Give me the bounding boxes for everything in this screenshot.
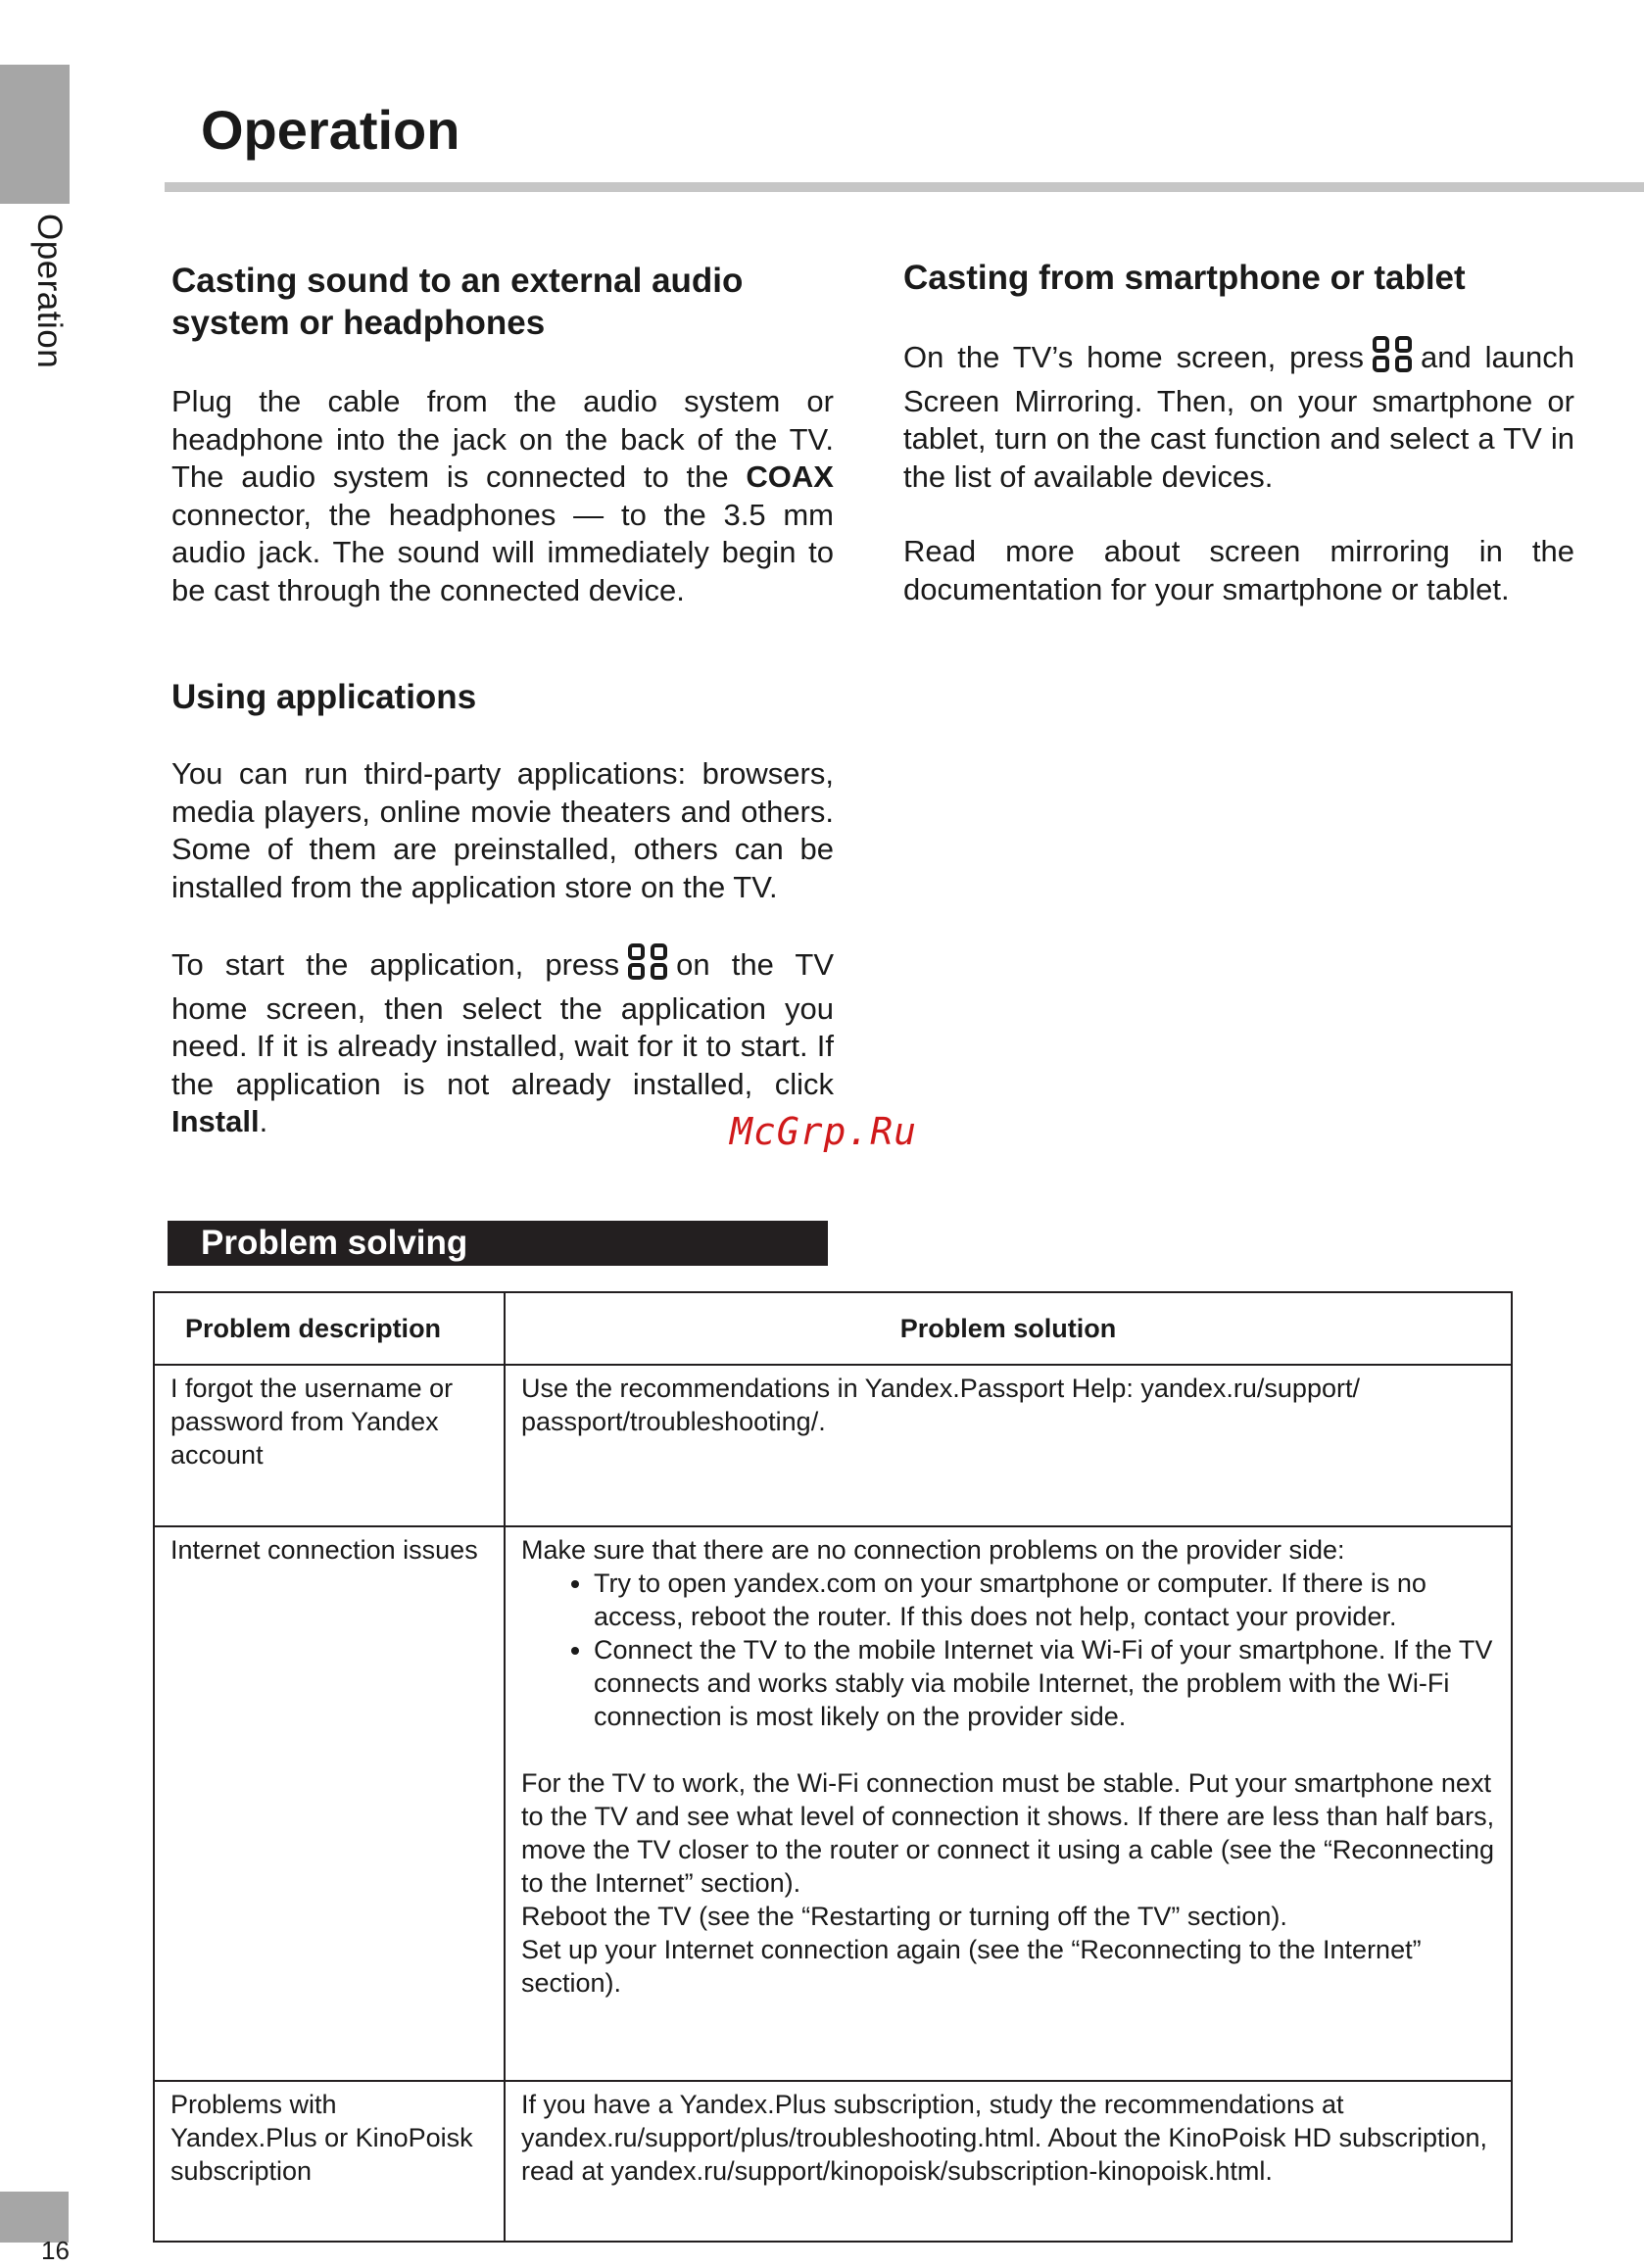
list-item: • Connect the TV to the mobile Internet via Wi-Fi of your smartphone. If the TV connects and works stably via mobile Internet, the problem with the Wi-Fi connection is most likely on the provider side. [594,1633,1497,1733]
solution-paragraph: Reboot the TV (see the “Restarting or turning off the TV” section). [521,1902,1287,1931]
solution-bullet-list [521,1567,1497,1733]
text-run: on the TV home screen, then select the application you need. If it is already installed, wait for it to start. If the application is not already installed, click [171,947,834,1101]
page-title: Operation [201,99,460,161]
section-casting-sound [171,260,834,609]
table-header-row [154,1292,1512,1365]
problem-description-cell: Problems with Yandex.Plus or KinoPoisk subscription [154,2081,505,2242]
solution-paragraph: Set up your Internet connection again (see the “Reconnecting to the Internet” section). [521,1935,1422,1998]
install-label: Install [171,1104,260,1138]
column-header-solution: Problem solution [505,1292,1512,1365]
problem-description-cell: I forgot the username or password from Yandex account [154,1365,505,1526]
text-run: To start the application, press [171,947,620,982]
table-row [154,1526,1512,2081]
page-number: 16 [41,2236,70,2265]
apps-grid-icon [1372,336,1413,383]
side-section-label: Operation [30,214,69,369]
table-row [154,1365,1512,1526]
text-run: connector, the headphones — to the 3.5 mm audio jack. The sound will immediately begin to be cast through the connected device. [171,497,834,607]
apps-grid-icon [627,943,668,990]
side-tab-marker [0,65,70,204]
column-header-description: Problem description [154,1292,505,1365]
using-applications-paragraph-1: You can run third-party applications: browsers, media players, online movie theaters and others. Some of them are preinstalled, others can be installed from the application store on the TV. [171,756,834,904]
text-run: On the TV’s home screen, press [903,340,1364,374]
title-divider [165,182,1644,192]
section-casting-phone [903,257,1574,608]
text-run: . [259,1104,268,1138]
problem-solution-cell: Use the recommendations in Yandex.Passport Help: yandex.ru/support/ passport/troubleshooting/. [505,1365,1512,1526]
problem-description-cell: Internet connection issues [154,1526,505,2081]
casting-phone-heading: Casting from smartphone or tablet [903,259,1466,297]
coax-label: COAX [746,459,834,494]
problem-solving-title: Problem solving [168,1221,828,1266]
solution-paragraph: For the TV to work, the Wi-Fi connection must be stable. Put your smartphone next to the TV and see what level of connection it shows. If there are less than half bars, move the TV closer to the router or connect it using a cable (see the “Reconnecting to the Internet” section). [521,1768,1495,1898]
casting-sound-paragraph [171,383,834,609]
casting-phone-paragraph-1 [903,336,1574,496]
casting-phone-paragraph-2: Read more about screen mirroring in the documentation for your smartphone or tablet. [903,534,1574,606]
using-applications-heading: Using applications [171,678,477,716]
section-using-applications [171,676,834,1141]
solution-intro: Make sure that there are no connection problems on the provider side: [521,1535,1345,1565]
table-row [154,2081,1512,2242]
problem-solution-cell [505,1526,1512,2081]
problem-solution-cell: If you have a Yandex.Plus subscription, study the recommendations at yandex.ru/support/plus/troubleshooting.html. About the KinoPoisk HD subscription, read at yandex.ru/support/kinopoisk/subscription-kinopoisk.html. [505,2081,1512,2242]
text-run: and launch Screen Mirroring. Then, on your smartphone or tablet, turn on the cast function and select a TV in the list of available devices. [903,340,1575,494]
list-item: • Try to open yandex.com on your smartphone or computer. If there is no access, reboot the router. If this does not help, contact your provider. [594,1567,1497,1633]
casting-sound-heading: Casting sound to an external audio system or headphones [171,262,744,342]
problem-solving-table [153,1291,1513,2243]
watermark: McGrp.Ru [730,1110,918,1153]
text-run: Plug the cable from the audio system or headphone into the jack on the back of the TV. The audio system is connected to the [171,384,834,494]
